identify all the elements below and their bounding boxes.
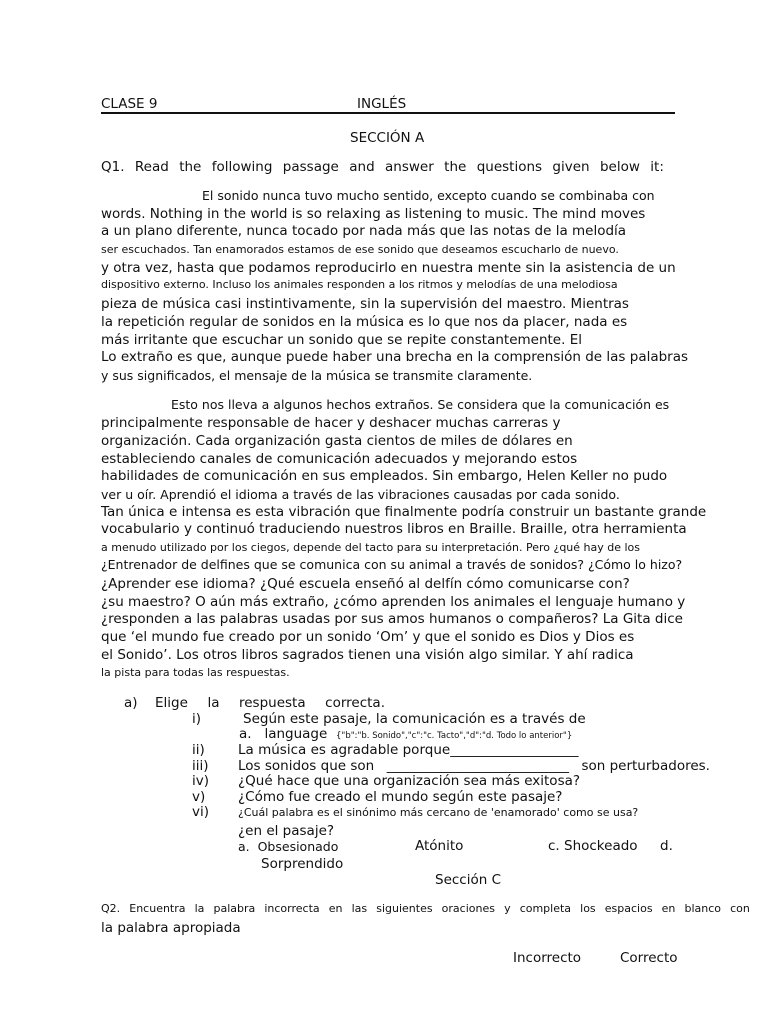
- header-rule: [101, 112, 675, 114]
- passage-line: organización. Cada organización gasta cientos de miles de dólares en: [101, 433, 573, 449]
- column-header-incorrect: Incorrecto: [513, 950, 582, 966]
- item-number: iv): [192, 773, 210, 789]
- question-a-title: Elige la respuesta correcta.: [155, 695, 385, 711]
- option-a: a. Obsesionado: [238, 839, 339, 854]
- passage-line: Esto nos lleva a algunos hechos extraños. Se considera que la comunicación es: [171, 397, 670, 412]
- item-number: iii): [192, 758, 209, 774]
- passage-line: a menudo utilizado por los ciegos, depende del tacto para su interpretación. Pero ¿qué hay de los: [101, 541, 641, 554]
- q2-prompt: Q2. Encuentra la palabra incorrecta en las siguientes oraciones y completa los espacios en blanco con: [101, 902, 750, 915]
- section-a-title: SECCIÓN A: [350, 130, 425, 146]
- item-text: La música es agradable porque___________________: [238, 742, 579, 758]
- passage-line: ver u oír. Aprendió el idioma a través de las vibraciones causadas por cada sonido.: [101, 487, 620, 502]
- passage-line: vocabulario y continuó traduciendo nuestros libros en Braille. Braille, otra herramienta: [101, 521, 687, 537]
- passage-line: el Sonido’. Los otros libros sagrados tienen una visión algo similar. Y ahí radica: [101, 647, 634, 663]
- item-text: Según este pasaje, la comunicación es a través de: [243, 711, 586, 727]
- item-number: v): [192, 789, 206, 805]
- q2-prompt-line2: la palabra apropiada: [101, 920, 241, 936]
- item-text: Los sonidos que son ___________________________ son perturbadores.: [238, 758, 710, 774]
- passage-line: y sus significados, el mensaje de la música se transmite claramente.: [101, 368, 533, 383]
- passage-line: dispositivo externo. Incluso los animales responden a los ritmos y melodías de una melodiosa: [101, 278, 618, 291]
- passage-line: y otra vez, hasta que podamos reproducirlo en nuestra mente sin la asistencia de un: [101, 260, 676, 276]
- option-d: d.: [660, 838, 673, 854]
- option-label: a. language: [239, 726, 328, 742]
- item-text: ¿Cómo fue creado el mundo según este pasaje?: [238, 789, 563, 805]
- item-text: ¿Cuál palabra es el sinónimo más cercano de 'enamorado' como se usa?: [238, 806, 639, 819]
- column-header-correct: Correcto: [620, 950, 678, 966]
- passage-line: habilidades de comunicación en sus empleados. Sin embargo, Helen Keller no pudo: [101, 468, 668, 484]
- passage-line: ¿Entrenador de delfines que se comunica con su animal a través de sonidos? ¿Cómo lo hizo?: [101, 557, 683, 572]
- option-d-text: Sorprendido: [261, 856, 344, 872]
- passage-line: más irritante que escuchar un sonido que se repite constantemente. El: [101, 332, 582, 348]
- passage-line: El sonido nunca tuvo mucho sentido, excepto cuando se combinaba con: [202, 188, 655, 203]
- item-number: vi): [192, 804, 210, 820]
- item-number: ii): [192, 742, 205, 758]
- passage-line: Lo extraño es que, aunque puede haber una brecha en la comprensión de las palabras: [101, 349, 689, 365]
- section-c-title: Sección C: [435, 872, 502, 888]
- passage-line: pieza de música casi instintivamente, sin la supervisión del maestro. Mientras: [101, 296, 629, 312]
- passage-line: la repetición regular de sonidos en la música es lo que nos da placer, nada es: [101, 314, 628, 330]
- passage-line: principalmente responsable de hacer y deshacer muchas carreras y: [101, 415, 561, 431]
- option-b: Atónito: [415, 838, 464, 854]
- option-c: c. Shockeado: [548, 838, 638, 854]
- passage-line: que ‘el mundo fue creado por un sonido ‘Om’ y que el sonido es Dios y Dios es: [101, 629, 635, 645]
- passage-line: ¿responden a las palabras usadas por sus amos humanos o compañeros? La Gita dice: [101, 611, 683, 627]
- class-label: CLASE 9: [101, 96, 158, 112]
- passage-line: estableciendo canales de comunicación adecuados y mejorando estos: [101, 451, 578, 467]
- item-number: i): [192, 711, 202, 727]
- passage-line: la pista para todas las respuestas.: [101, 666, 290, 679]
- passage-line: ¿Aprender ese idioma? ¿Qué escuela enseñó al delfín cómo comunicarse con?: [101, 576, 630, 592]
- passage-line: ¿su maestro? O aún más extraño, ¿cómo aprenden los animales el lenguaje humano y: [101, 594, 686, 610]
- option-raw-text: {"b":"b. Sonido","c":"c. Tacto","d":"d. Todo lo anterior"}: [336, 731, 573, 741]
- q1-prompt: Q1. Read the following passage and answer the questions given below it:: [101, 159, 664, 175]
- subject-title: INGLÉS: [357, 96, 407, 112]
- item-text: ¿Qué hace que una organización sea más exitosa?: [238, 773, 581, 789]
- item-text-continued: ¿en el pasaje?: [238, 823, 335, 839]
- passage-line: a un plano diferente, nunca tocado por nada más que las notas de la melodía: [101, 223, 627, 239]
- question-a-marker: a): [124, 695, 138, 711]
- passage-line: Tan única e intensa es esta vibración que finalmente podría construir un bastante grande: [101, 504, 707, 520]
- passage-line: ser escuchados. Tan enamorados estamos de ese sonido que deseamos escucharlo de nuevo.: [101, 243, 619, 256]
- passage-line: words. Nothing in the world is so relaxing as listening to music. The mind moves: [101, 206, 646, 222]
